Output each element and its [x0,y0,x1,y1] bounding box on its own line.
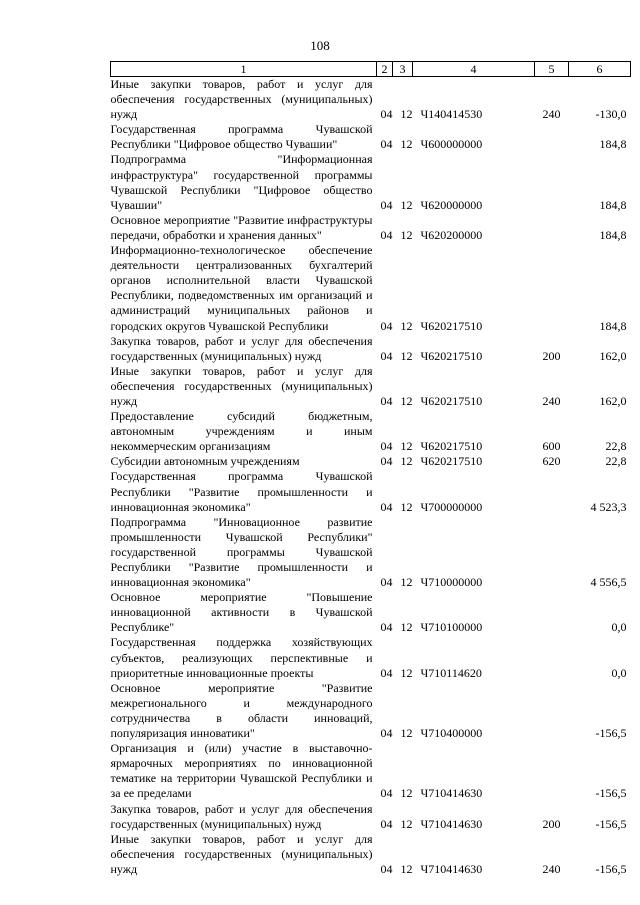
row-amount: 184,8 [599,197,627,212]
row-subsection-code: 12 [400,348,413,363]
row-section-code: 04 [380,137,393,152]
row-section-code: 04 [380,348,393,363]
row-amount: 162,0 [599,393,627,408]
row-name: Иные закупки товаров, работ и услуг для обеспечения государственных (муниципальных) нужд [110,831,373,876]
row-expense-type-code [535,741,569,801]
row-amount: 4 523,3 [590,499,627,514]
row-target-article-code: Ч710414630 [420,861,483,876]
row-target-article-code: Ч620217510 [420,318,483,333]
row-section-code: 04 [380,726,393,741]
row-amount: -130,0 [595,107,627,122]
row-expense-type-code [535,122,569,152]
row-target-article-code: Ч710414630 [420,816,483,831]
row-expense-type-code [535,213,569,243]
row-name: Государственная программа Чувашской Республики "Цифровое общество Чувашии" [110,122,373,152]
row-name: Закупка товаров, работ и услуг для обеспечения государственных (муниципальных) нужд [110,801,373,831]
row-name: Основное мероприятие "Развитие инфраструктуры передачи, обработки и хранения данных" [110,212,373,242]
header-cell-4: 4 [413,62,535,77]
row-expense-type-code [535,515,569,590]
row-subsection-code: 12 [400,726,413,741]
table-row [111,635,631,680]
row-section-code: 04 [380,227,393,242]
row-section-code: 04 [380,318,393,333]
row-subsection-code: 12 [400,816,413,831]
row-expense-type-code: 200 [542,816,561,831]
table-row [111,469,631,514]
row-target-article-code: Ч620217510 [420,454,483,469]
row-subsection-code: 12 [400,620,413,635]
header-row [111,62,631,77]
row-amount: 162,0 [599,348,627,363]
row-expense-type-code [535,243,569,334]
row-section-code: 04 [380,393,393,408]
row-name: Основное мероприятие "Развитие межрегионального и международного сотрудничества в области инноваций, популяризация инноватики" [110,680,373,741]
row-amount: -156,5 [595,816,627,831]
row-expense-type-code: 600 [542,439,561,454]
row-target-article-code: Ч710000000 [420,575,483,590]
row-target-article-code: Ч620217510 [420,348,483,363]
row-target-article-code: Ч710114620 [420,665,482,680]
table-row [111,590,631,635]
row-amount: -156,5 [595,726,627,741]
row-subsection-code: 12 [400,137,413,152]
row-expense-type-code: 200 [542,348,561,363]
page-number: 108 [310,38,330,53]
row-amount: 0,0 [611,665,627,680]
row-subsection-code: 12 [400,575,413,590]
row-target-article-code: Ч710414630 [420,786,483,801]
table-row [111,681,631,741]
row-name: Подпрограмма "Инновационное развитие промышленности Чувашской Республики" государственной программы Чувашской Республики "Развитие промышленности и инновационная экономика" [110,514,373,590]
row-section-code: 04 [380,197,393,212]
row-subsection-code: 12 [400,499,413,514]
table-row [111,409,631,454]
row-section-code: 04 [380,665,393,680]
table-row [111,832,631,877]
header-cell-1: 1 [111,62,377,77]
row-section-code: 04 [380,439,393,454]
row-expense-type-code: 240 [542,107,561,122]
table-row [111,152,631,212]
row-target-article-code: Ч620217510 [420,439,483,454]
row-expense-type-code: 240 [542,861,561,876]
row-target-article-code: Ч710400000 [420,726,483,741]
table-row [111,334,631,364]
row-section-code: 04 [380,786,393,801]
row-name: Информационно-технологическое обеспечение деятельности централизованных бухгалтерий органов исполнительной власти Чувашской Республики, подведомственных им организаций и администраций муниципальных районов и городских округов Чувашской Республики [110,243,373,333]
table-row [111,243,631,334]
header-cell-2: 2 [377,62,393,77]
row-expense-type-code: 620 [542,454,561,469]
row-name: Организация и (или) участие в выставочно-ярмарочных мероприятиях по инновационной тематике на территории Чувашской Республики и за ее пределами [110,741,373,801]
row-amount: 0,0 [611,620,627,635]
row-name: Предоставление субсидий бюджетным, автономным учреждениям и иным некоммерческим организациям [110,409,373,454]
row-section-code: 04 [380,454,393,469]
row-subsection-code: 12 [400,318,413,333]
row-amount: 184,8 [599,318,627,333]
row-expense-type-code [535,590,569,635]
row-subsection-code: 12 [400,197,413,212]
row-expense-type-code [535,152,569,212]
row-target-article-code: Ч620000000 [420,197,483,212]
row-name: Иные закупки товаров, работ и услуг для обеспечения государственных (муниципальных) нужд [110,363,373,408]
table-row [111,77,631,123]
row-expense-type-code: 240 [542,393,561,408]
row-amount: 184,8 [599,137,627,152]
row-amount: 22,8 [605,454,627,469]
row-name: Основное мероприятие "Повышение инновационной активности в Чувашской Республике" [110,590,373,635]
row-subsection-code: 12 [400,439,413,454]
table-row [111,515,631,590]
row-name: Государственная поддержка хозяйствующих субъектов, реализующих перспективные и приоритетные инновационные проекты [110,635,373,680]
row-subsection-code: 12 [400,227,413,242]
row-expense-type-code [535,635,569,680]
row-section-code: 04 [380,816,393,831]
header-cell-6: 6 [569,62,631,77]
row-target-article-code: Ч140414530 [420,107,483,122]
header-cell-5: 5 [535,62,569,77]
table-row [111,741,631,801]
row-name: Закупка товаров, работ и услуг для обеспечения государственных (муниципальных) нужд [110,333,373,363]
table-row [111,364,631,409]
row-expense-type-code [535,681,569,741]
row-subsection-code: 12 [400,393,413,408]
row-name: Иные закупки товаров, работ и услуг для обеспечения государственных (муниципальных) нужд [110,77,373,122]
row-name: Субсидии автономным учреждениям [110,454,300,469]
row-section-code: 04 [380,107,393,122]
row-target-article-code: Ч700000000 [420,499,483,514]
row-amount: 4 556,5 [590,575,627,590]
row-target-article-code: Ч600000000 [420,137,483,152]
row-section-code: 04 [380,620,393,635]
row-section-code: 04 [380,861,393,876]
row-target-article-code: Ч710100000 [420,620,483,635]
row-subsection-code: 12 [400,454,413,469]
table-row [111,802,631,832]
row-section-code: 04 [380,575,393,590]
row-subsection-code: 12 [400,786,413,801]
row-amount: 184,8 [599,227,627,242]
budget-table [110,61,631,877]
row-subsection-code: 12 [400,861,413,876]
row-amount: -156,5 [595,861,627,876]
row-amount: -156,5 [595,786,627,801]
row-subsection-code: 12 [400,107,413,122]
row-amount: 22,8 [605,439,627,454]
row-name: Государственная программа Чувашской Республики "Развитие промышленности и инновационная экономика" [110,469,373,514]
row-target-article-code: Ч620217510 [420,393,483,408]
header-cell-3: 3 [393,62,413,77]
row-target-article-code: Ч620200000 [420,227,483,242]
table-row [111,213,631,243]
row-subsection-code: 12 [400,665,413,680]
table-row [111,122,631,152]
row-name: Подпрограмма "Информационная инфраструктура" государственной программы Чувашской Республики "Цифровое общество Чувашии" [110,152,373,212]
table-row [111,454,631,469]
row-expense-type-code [535,469,569,514]
row-section-code: 04 [380,499,393,514]
